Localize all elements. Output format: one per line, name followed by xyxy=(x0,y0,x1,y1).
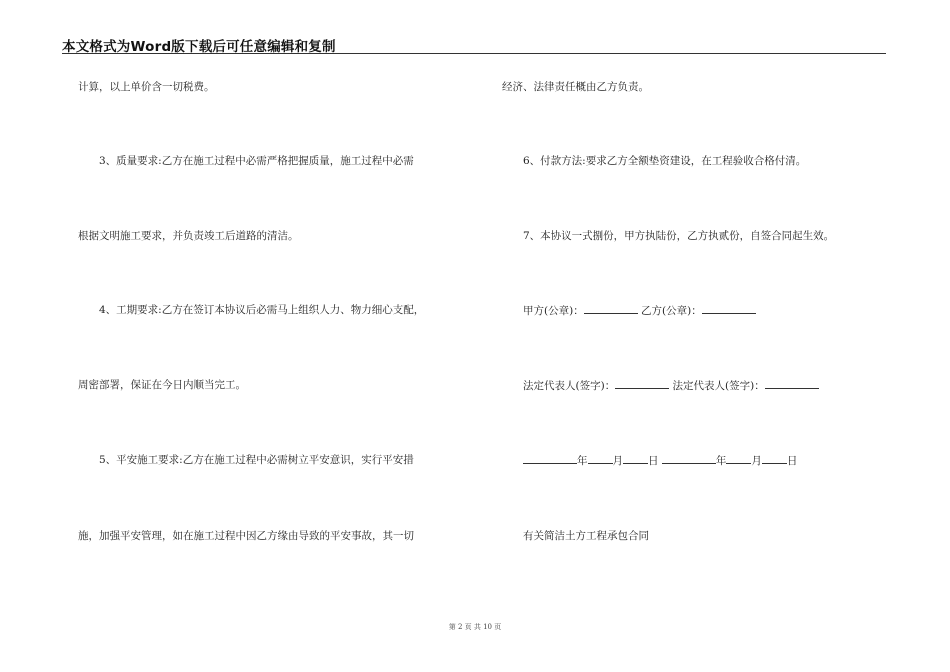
party-a-rep-label: 法定代表人(签字)： xyxy=(523,380,616,392)
date-day-label: 日 xyxy=(786,455,798,467)
document-header-title: 本文格式为Word版下载后可任意编辑和复制 xyxy=(62,39,336,55)
date-year-label: 年 xyxy=(577,455,588,467)
paragraph-line: 周密部署，保证在今日内顺当完工。 xyxy=(78,379,246,391)
date-a-day-blank xyxy=(623,453,648,464)
party-b-rep-label: 法定代表人(签字)： xyxy=(672,380,765,392)
header-divider xyxy=(62,53,886,54)
paragraph-line: 7、本协议一式捌份，甲方执陆份，乙方执贰份，自签合同起生效。 xyxy=(523,230,835,242)
paragraph-line: 3、质量要求:乙方在施工过程中必需严格把握质量，施工过程中必需 xyxy=(99,155,414,167)
signature-line-seals xyxy=(502,303,756,318)
paragraph-line: 6、付款方法:要求乙方全额垫资建设，在工程验收合格付清。 xyxy=(523,155,807,167)
date-year-label: 年 xyxy=(715,455,727,467)
party-b-seal-label: 乙方(公章)： xyxy=(641,305,702,317)
date-day-label: 日 xyxy=(648,455,659,467)
party-a-rep-blank xyxy=(615,378,669,389)
party-a-seal-label: 甲方(公章)： xyxy=(523,305,584,317)
page-number: 第 2 页 共 10 页 xyxy=(448,623,502,631)
date-a-year-blank xyxy=(523,453,577,464)
signature-date-line xyxy=(502,453,797,468)
party-a-seal-blank xyxy=(584,303,638,314)
date-b-day-blank xyxy=(762,453,787,464)
date-a-month-blank xyxy=(588,453,613,464)
paragraph-line: 4、工期要求:乙方在签订本协议后必需马上组织人力、物力细心支配， xyxy=(99,304,425,316)
party-b-seal-blank xyxy=(702,303,756,314)
date-b-year-blank xyxy=(662,453,716,464)
date-b-month-blank xyxy=(726,453,751,464)
paragraph-line: 施，加强平安管理，如在施工过程中因乙方缘由导致的平安事故，其一切 xyxy=(78,530,414,542)
party-b-rep-blank xyxy=(765,378,819,389)
paragraph-line: 计算，以上单价含一切税费。 xyxy=(78,81,215,93)
paragraph-line: 5、平安施工要求:乙方在施工过程中必需树立平安意识，实行平安措 xyxy=(99,454,414,466)
date-month-label: 月 xyxy=(612,455,623,467)
document-title-line: 有关简洁土方工程承包合同 xyxy=(523,530,649,542)
paragraph-line: 根据文明施工要求，并负责竣工后道路的清洁。 xyxy=(78,230,299,242)
signature-line-representatives xyxy=(502,378,819,393)
date-month-label: 月 xyxy=(751,455,762,467)
paragraph-line: 经济、法律责任概由乙方负责。 xyxy=(502,81,649,93)
